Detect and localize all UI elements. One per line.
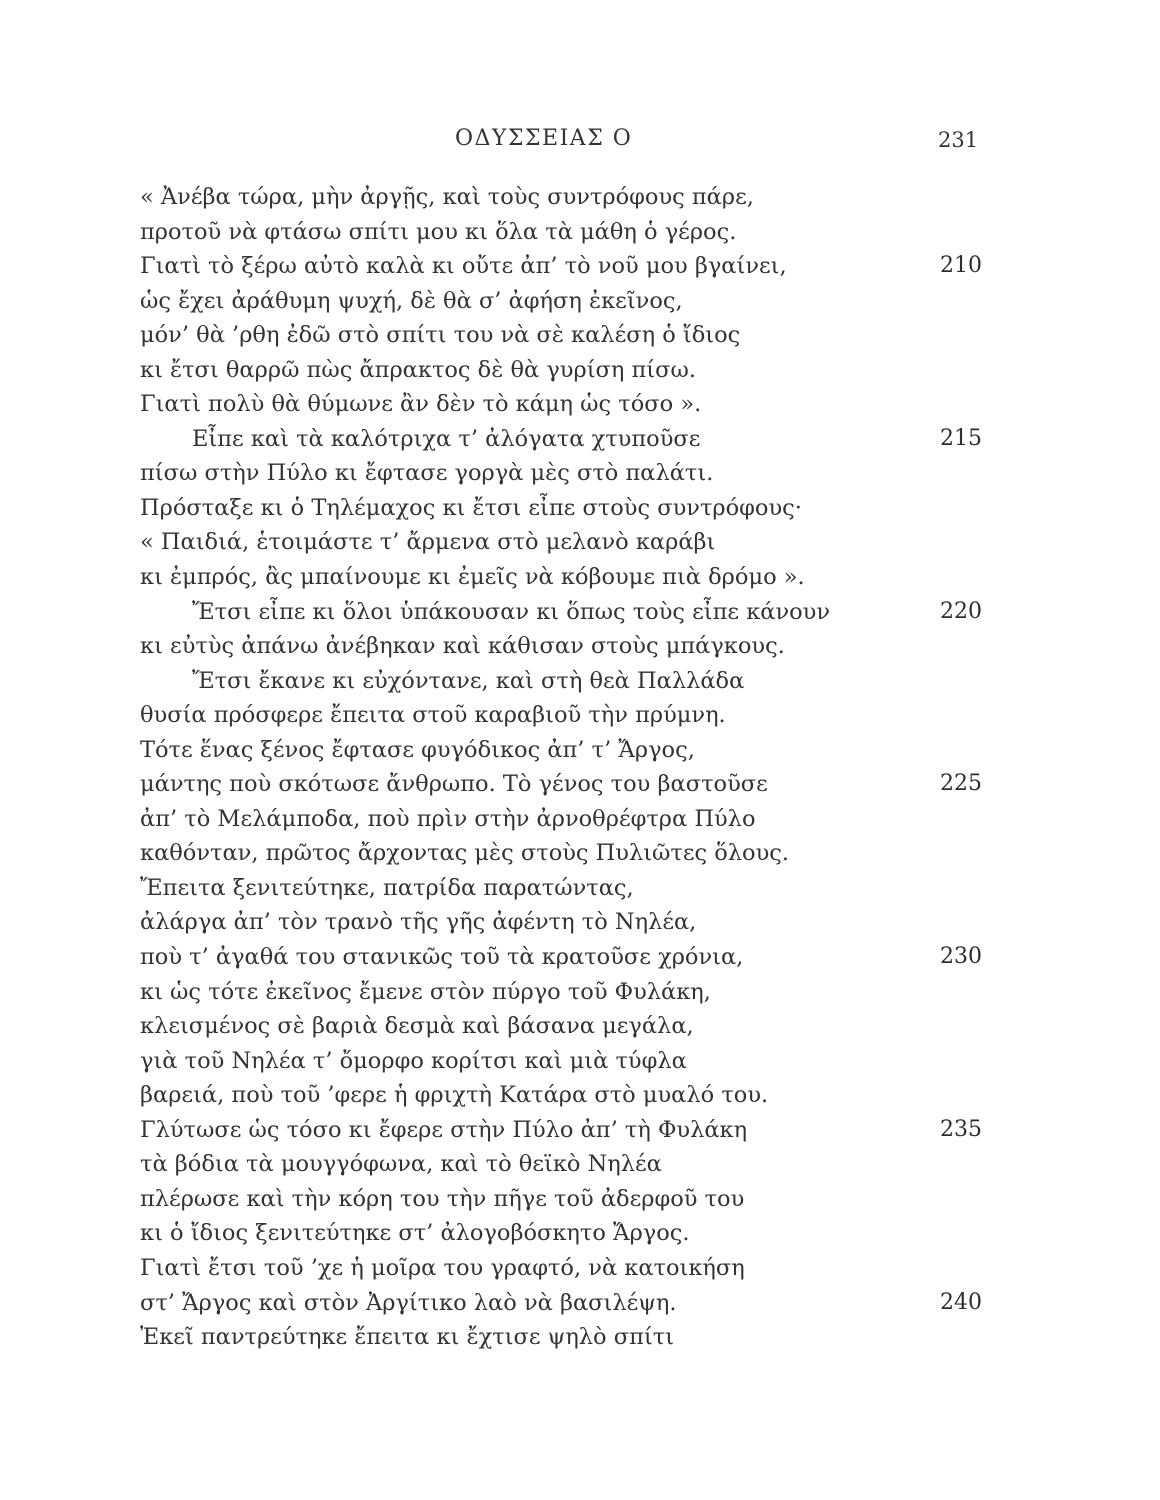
verse-line [0,456,1160,491]
verse-text: Γιατὶ πολὺ θὰ θύμωνε ἂν δὲν τὸ κάμη ὡς τόσο ». [140,391,702,418]
verse-line [0,1320,1160,1355]
verse-line [0,560,1160,595]
verse-text: κι εὐτὺς ἀπάνω ἀνέβηκαν καὶ κάθισαν στοὺς μπάγκους. [140,633,785,660]
verse-line [0,1147,1160,1182]
verse-text: κι ὁ ἴδιος ξενιτεύτηκε στ’ ἀλογοβόσκητο Ἄργος. [140,1220,690,1247]
verse-text: Ἔτσι ἔκανε κι εὐχόντανε, καὶ στὴ θεὰ Παλλάδα [192,667,745,694]
verse-text: τὰ βόδια τὰ μουγγόφωνα, καὶ τὸ θεϊκὸ Νηλέα [140,1151,662,1178]
verse-text: « Παιδιά, ἑτοιμάστε τ’ ἄρμενα στὸ μελανὸ καράβι [140,529,716,556]
verse-line [0,422,1160,457]
verse-line [0,940,1160,975]
verse-line [0,284,1160,319]
verse-text: « Ἀνέβα τώρα, μὴν ἀργῇς, καὶ τοὺς συντρόφους πάρε, [140,184,754,210]
verse-line [0,905,1160,940]
verse-line [0,1113,1160,1148]
line-number: 210 [940,253,982,279]
verse-text: κλεισμένος σὲ βαριὰ δεσμὰ καὶ βάσανα μεγάλα, [140,1013,694,1040]
verse-text: γιὰ τοῦ Νηλέα τ’ ὄμορφο κορίτσι καὶ μιὰ τύφλα [140,1047,687,1074]
line-number: 240 [940,1289,982,1315]
line-number: 230 [940,944,982,970]
verse-line [0,215,1160,250]
verse-text: Τότε ἕνας ξένος ἔφτασε φυγόδικος ἀπ’ τ’ Ἄργος, [140,736,695,763]
verse-line [0,387,1160,422]
verse-line [0,698,1160,733]
verse-line [0,871,1160,906]
verse-line [0,767,1160,802]
verse-text: Εἶπε καὶ τὰ καλότριχα τ’ ἀλόγατα χτυποῦσε [192,425,701,452]
verse-text: καθόνταν, πρῶτος ἄρχοντας μὲς στοὺς Πυλιῶτες ὅλους. [140,840,790,867]
running-head-title: ΟΔΥΣΣΕΙΑΣ Ο [455,126,633,151]
verse-line [0,664,1160,699]
verse-line [0,836,1160,871]
verse-line [0,491,1160,526]
verse-text: Γλύτωσε ὡς τόσο κι ἔφερε στὴν Πύλο ἀπ’ τὴ Φυλάκη [140,1116,748,1143]
verse-text: θυσία πρόσφερε ἔπειτα στοῦ καραβιοῦ τὴν πρύμνη. [140,702,726,729]
verse-line [0,1251,1160,1286]
line-number: 220 [940,598,982,624]
running-head [0,126,1160,156]
verse-text: πλέρωσε καὶ τὴν κόρη του τὴν πῆγε τοῦ ἀδερφοῦ του [140,1185,745,1212]
line-number: 235 [940,1116,982,1142]
verse-text: κι ὡς τότε ἐκεῖνος ἔμενε στὸν πύργο τοῦ Φυλάκη, [140,978,711,1005]
verse-line [0,318,1160,353]
verse-text: Γιατὶ ἔτσι τοῦ ’χε ἡ μοῖρα του γραφτό, νὰ κατοικήση [140,1254,745,1281]
verse-text: Ἐκεῖ παντρεύτηκε ἔπειτα κι ἔχτισε ψηλὸ σπίτι [140,1324,674,1351]
line-number: 225 [940,771,982,797]
verse-text: ἀπ’ τὸ Μελάμποδα, ποὺ πρὶν στὴν ἀρνοθρέφτρα Πύλο [140,805,756,832]
verse-line [0,1009,1160,1044]
verse-text: κι ἐμπρός, ἂς μπαίνουμε κι ἐμεῖς νὰ κόβουμε πιὰ δρόμο ». [140,564,805,591]
verse-line [0,733,1160,768]
verse-line [0,249,1160,284]
verse-line [0,525,1160,560]
verse-text: μάντης ποὺ σκότωσε ἄνθρωπο. Τὸ γένος του βαστοῦσε [140,771,768,798]
verse-text: προτοῦ νὰ φτάσω σπίτι μου κι ὅλα τὰ μάθη ὁ γέρος. [140,218,737,245]
line-number: 215 [940,425,982,451]
verse-text: Γιατὶ τὸ ξέρω αὐτὸ καλὰ κι οὔτε ἀπ’ τὸ νοῦ μου βγαίνει, [140,253,787,280]
verse-text: στ’ Ἄργος καὶ στὸν Ἀργίτικο λαὸ νὰ βασιλέψη. [140,1289,677,1316]
verse-line [0,1182,1160,1217]
verse-line [0,975,1160,1010]
verse-text: βαρειά, ποὺ τοῦ ’φερε ἡ φριχτὴ Κατάρα στὸ μυαλό του. [140,1082,769,1109]
verse-line [0,629,1160,664]
verse-text: ὡς ἔχει ἀράθυμη ψυχή, δὲ θὰ σ’ ἀφήση ἐκεῖνος, [140,287,683,314]
verse-text: κι ἔτσι θαρρῶ πὼς ἄπρακτος δὲ θὰ γυρίση πίσω. [140,356,696,383]
page-number: 231 [938,128,979,152]
verse-text: ἀλάργα ἀπ’ τὸν τρανὸ τῆς γῆς ἀφέντη τὸ Νηλέα, [140,909,697,936]
verse-text: Πρόσταξε κι ὁ Τηλέμαχος κι ἔτσι εἶπε στοὺς συντρόφους· [140,494,802,521]
verse-line [0,1286,1160,1321]
verse-line [0,353,1160,388]
verse-text: Ἔτσι εἶπε κι ὅλοι ὑπάκουσαν κι ὅπως τοὺς εἶπε κάνουν [192,598,831,625]
verse-text: μόν’ θὰ ’ρθη ἐδῶ στὸ σπίτι του νὰ σὲ καλέση ὁ ἴδιος [140,322,741,349]
verse-line [0,180,1160,215]
verse-line [0,595,1160,630]
verse-line [0,1044,1160,1079]
verse-line [0,1078,1160,1113]
verse-block [0,180,1160,1355]
verse-line [0,1216,1160,1251]
verse-text: πίσω στὴν Πύλο κι ἔφτασε γοργὰ μὲς στὸ παλάτι. [140,460,714,487]
verse-text: ποὺ τ’ ἀγαθά του στανικῶς τοῦ τὰ κρατοῦσε χρόνια, [140,944,744,971]
verse-line [0,802,1160,837]
verse-text: Ἔπειτα ξενιτεύτηκε, πατρίδα παρατώντας, [140,874,634,901]
